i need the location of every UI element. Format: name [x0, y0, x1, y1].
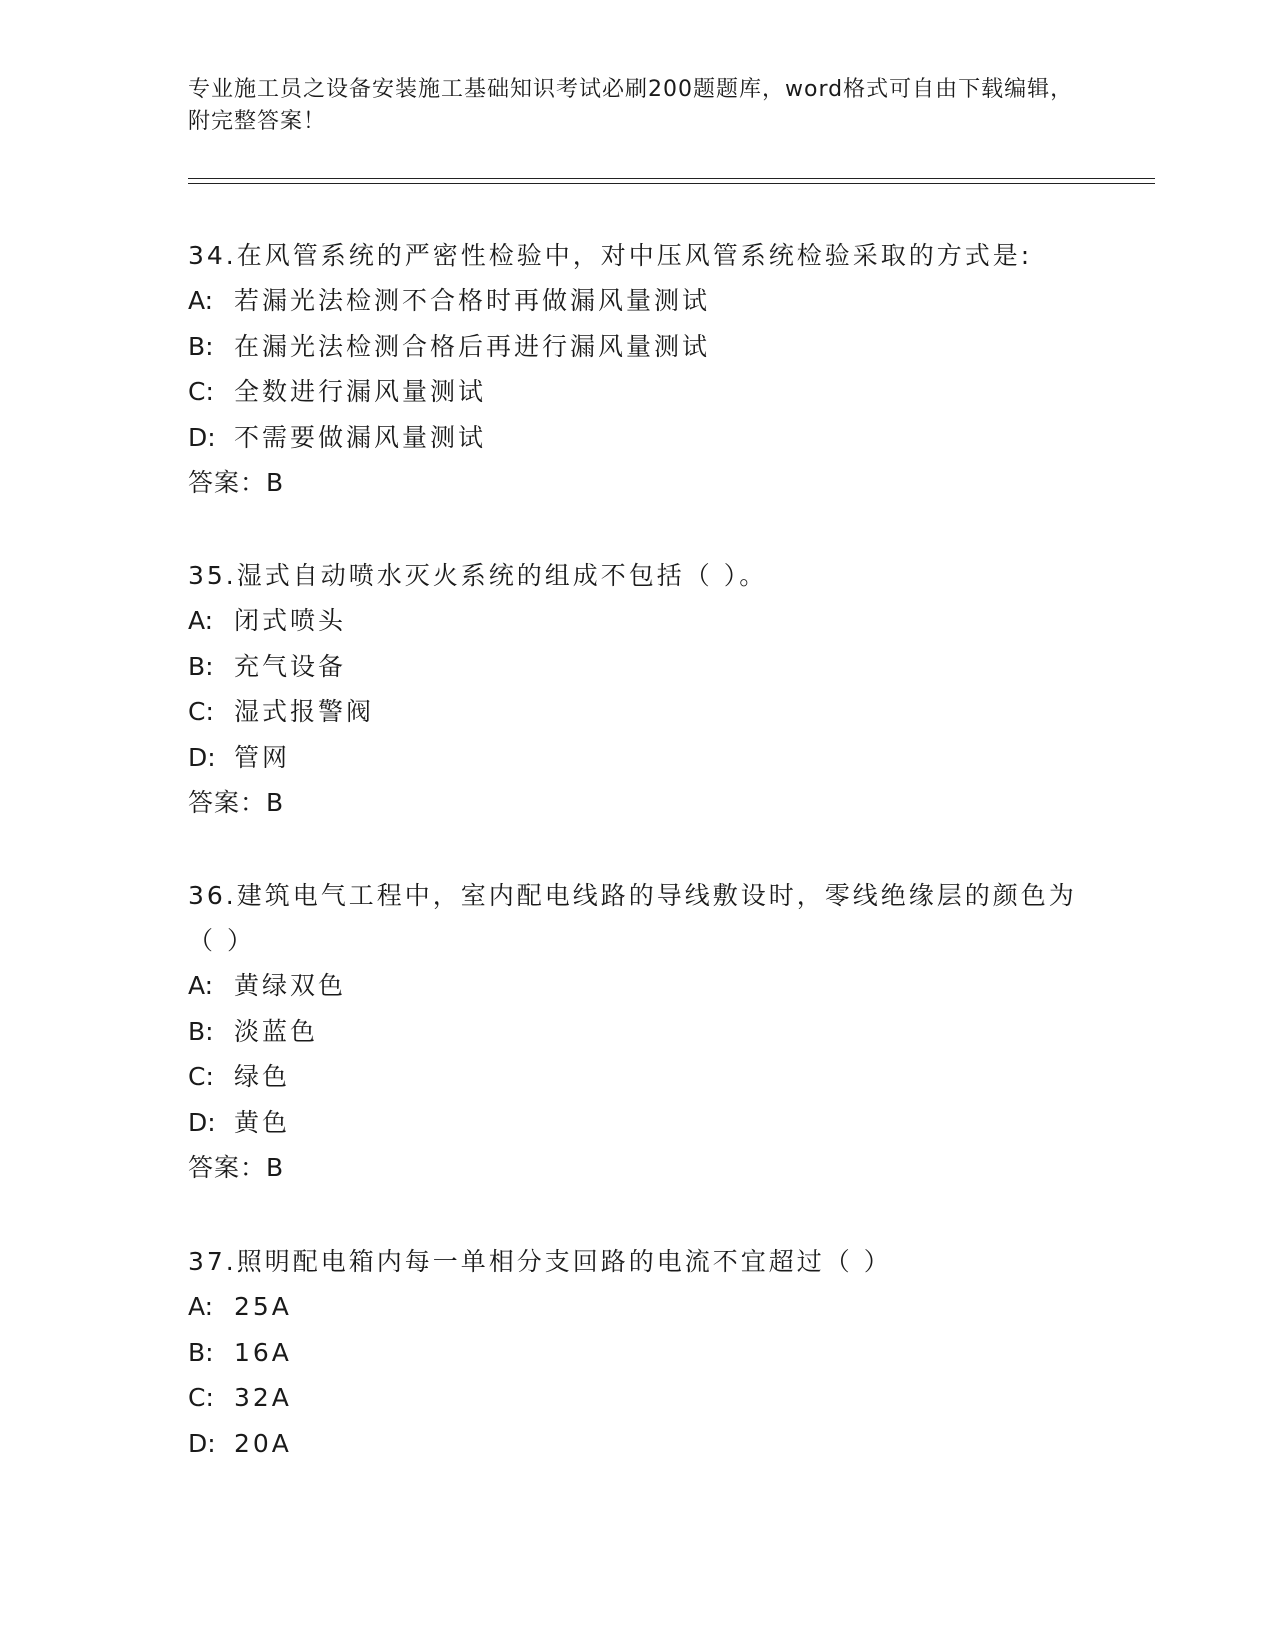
- option-text: 绿色: [234, 1062, 291, 1091]
- option-b: [188, 644, 1088, 690]
- option-letter: B:: [188, 1016, 214, 1046]
- option-d: [188, 1100, 1088, 1146]
- option-text: 32A: [234, 1383, 292, 1412]
- option-text: 充气设备: [234, 651, 347, 681]
- option-c: [188, 1054, 1088, 1100]
- option-letter: C:: [188, 697, 214, 726]
- option-b: [188, 1009, 1088, 1055]
- option-letter: A:: [188, 606, 214, 635]
- question-text: 35.湿式自动喷水灭火系统的组成不包括（ ）。: [188, 561, 768, 590]
- document-header: 专业施工员之设备安装施工基础知识考试必刷200题题库，word格式可自由下载编辑，附完整答案！: [188, 77, 1074, 134]
- option-text: 不需要做漏风量测试: [234, 422, 487, 452]
- option-text: 湿式报警阀: [234, 697, 375, 726]
- option-text: 管网: [234, 742, 291, 772]
- option-text: 在漏光法检测合格后再进行漏风量测试: [234, 331, 711, 361]
- question-37: [188, 1239, 1088, 1466]
- option-text: 淡蓝色: [234, 1016, 319, 1046]
- option-letter: D:: [188, 742, 216, 772]
- option-letter: D:: [188, 1428, 216, 1458]
- question-34: [188, 233, 1088, 505]
- header-divider-top: [188, 178, 1155, 179]
- option-d: [188, 415, 1088, 461]
- option-a: [188, 598, 1088, 644]
- option-letter: C:: [188, 1062, 214, 1091]
- option-letter: D:: [188, 422, 216, 452]
- option-c: [188, 369, 1088, 415]
- option-text: 25A: [234, 1292, 292, 1321]
- option-text: 若漏光法检测不合格时再做漏风量测试: [234, 286, 711, 315]
- question-36: [188, 873, 1088, 1190]
- option-a: [188, 278, 1088, 324]
- option-letter: B:: [188, 651, 214, 681]
- option-c: [188, 689, 1088, 735]
- question-text: 34.在风管系统的严密性检验中，对中压风管系统检验采取的方式是:: [188, 241, 1033, 270]
- option-c: [188, 1375, 1088, 1421]
- answer-line: 答案：B: [188, 468, 285, 497]
- option-text: 闭式喷头: [234, 606, 347, 635]
- option-text: 16A: [234, 1337, 292, 1367]
- option-letter: A:: [188, 286, 214, 315]
- header-divider-bottom: [188, 183, 1155, 184]
- option-b: [188, 324, 1088, 370]
- option-text: 黄绿双色: [234, 971, 347, 1000]
- answer-line: 答案：B: [188, 788, 285, 817]
- question-text: 37.照明配电箱内每一单相分支回路的电流不宜超过（ ）: [188, 1247, 892, 1276]
- option-letter: C:: [188, 377, 214, 406]
- option-d: [188, 1421, 1088, 1467]
- option-b: [188, 1330, 1088, 1376]
- option-a: [188, 963, 1088, 1009]
- option-letter: D:: [188, 1107, 216, 1137]
- question-35: [188, 553, 1088, 825]
- answer-line: 答案：B: [188, 1153, 285, 1182]
- option-a: [188, 1284, 1088, 1330]
- option-letter: A:: [188, 1292, 214, 1321]
- option-d: [188, 735, 1088, 781]
- option-letter: C:: [188, 1383, 214, 1412]
- option-letter: A:: [188, 971, 214, 1000]
- option-text: 全数进行漏风量测试: [234, 377, 487, 406]
- option-letter: B:: [188, 1337, 214, 1367]
- option-letter: B:: [188, 331, 214, 361]
- option-text: 黄色: [234, 1107, 291, 1137]
- question-text: 36.建筑电气工程中，室内配电线路的导线敷设时，零线绝缘层的颜色为（ ）: [188, 881, 1077, 955]
- option-text: 20A: [234, 1428, 292, 1458]
